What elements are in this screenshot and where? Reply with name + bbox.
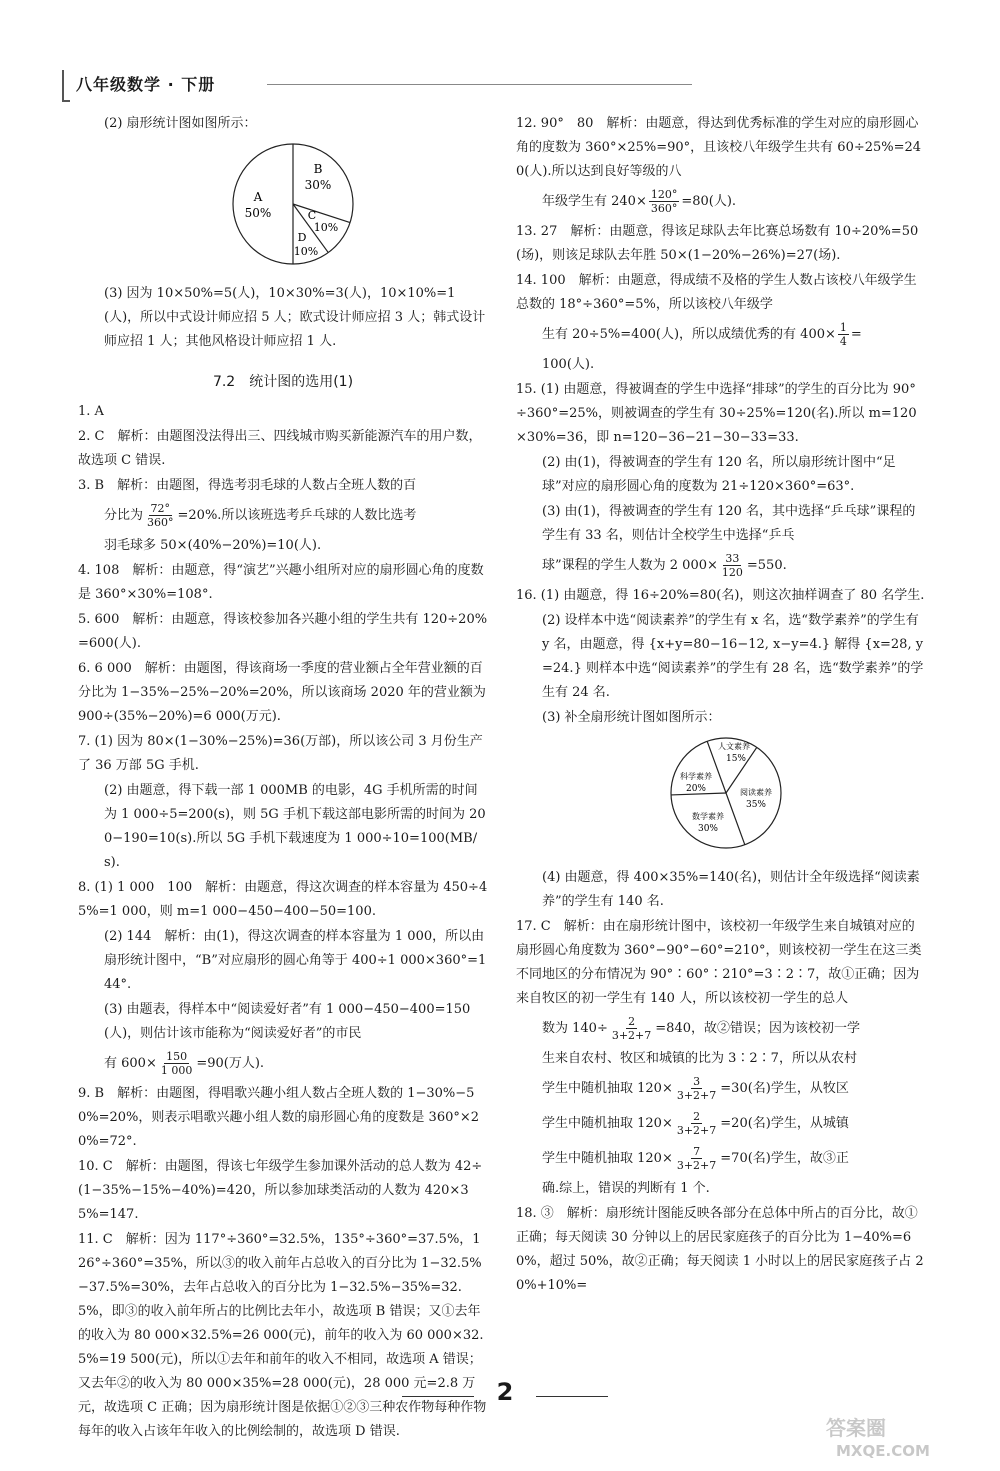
answer-4: 4. 108 解析：由题意，得“演艺”兴趣小组所对应的扇形圆心角的度数是 360°×30%=108°. [78,563,484,602]
answer-8: 8. (1) 1 000 100 解析：由题意，得这次调查的样本容量为 450÷45%=1 000，则 m=1 000−450−400−50=100. [78,880,488,919]
watermark-site: MXQE.COM [836,1442,930,1460]
answer-3-end: 羽毛球多 50×(40%−20%)=10(人). [104,538,322,553]
slice-d-pct: 10% [293,245,319,258]
answer-text: (2) 扇形统计图如图所示： [104,116,257,131]
answer-3-cont: 分比为 $\frac{72^\circ}{360^\circ}$ =20%.所以该班选考乒乓球的人数比选考 [104,502,417,529]
answer-6: 6. 6 000 解析：由题图，得该商场一季度的营业额占全年营业额的百分比为 1−35%−25%−20%=20%，所以该商场 2020 年的营业额为 900÷(35%−20%)=6 000(万元). [78,661,486,724]
answer-14-end: 100(人). [542,357,595,372]
header-bracket [62,70,70,102]
answer-10: 10. C 解析：由题图，得该七年级学生参加课外活动的总人数为 42÷(1−35%−15%−40%)=420，所以参加球类活动的人数为 420×35%=147. [78,1159,483,1222]
slice-c-label: C [307,209,317,222]
fraction: $\frac{150}{1 000}$ [160,1050,193,1077]
fraction: $\frac{2}{3+2+7}$ [611,1015,652,1042]
footer-rule-right [536,1396,608,1397]
slice-math-label: 数学素养 [692,812,724,821]
slice-humanities-label: 人文素养 [718,742,750,751]
slice-science-label: 科学素养 [680,772,712,781]
slice-b-label: B [313,162,323,176]
footer-rule-left [402,1396,474,1397]
answer-2: 2. C 解析：由题图没法得出三、四线城市购买新能源汽车的用户数，故选项 C 错误. [78,429,482,468]
page-header [62,68,642,104]
slice-a-label: A [253,190,263,204]
header-title: 八年级数学 · 下册 [76,75,216,94]
answer-16: 16. (1) 由题意，得 16÷20%=80(名)，则这次抽样调查了 80 名学生. [516,588,925,603]
answer-15-cont: 球”课程的学生人数为 2 000× $\frac{33}{120}$ =550. [542,552,787,579]
answer-3: 3. B 解析：由题图，得选考羽毛球的人数占全班人数的百 [78,478,417,493]
answer-5: 5. 600 解析：由题意，得该校参加各兴趣小组的学生共有 120÷20%=600(人). [78,612,488,651]
right-column [516,112,926,1299]
answer-11: 11. C 解析：因为 117°÷360°=32.5%，135°÷360°=37.5%，126°÷360°=35%，所以③的收入前年占总收入的百分比为 1−32.5%−37.5%=30%，去年占总收入的百分比为 1−32.5%−35%=32.5%，即③的收入前年所占的比例比去年小，故选项 B 错误；又①去年的收入为 80 000×32.5%=26 000(元)，前年的收入为 60 000×32.5%=19 500(元)，所以①去年和前年的收入不相同，故选项 A 错误；又去年②的收入为 80 000×35%=28 000(元)，28 000 元=2.8 万元，故选项 C 正确；因为扇形统计图是依据①②③三种农作物每种作物每年的收入占该年年收入的比例绘制的，故选项 D 错误. [78,1232,487,1439]
pie-chart-design [228,139,358,269]
answer-16-part4: (4) 由题意，得 400×35%=140(名)，则估计全年级选择“阅读素养”的学生有 140 名. [542,870,920,909]
answer-17-cont5: 学生中随机抽取 120× $\frac{7}{3+2+7}$ =70(名)学生，故③正 [542,1145,849,1172]
fraction: $\frac{2}{3+2+7}$ [676,1110,717,1137]
answer-8-cont: 有 600× $\frac{150}{1 000}$ =90(万人). [104,1050,265,1077]
answer-8-part3: (3) 由题表，得样本中“阅读爱好者”有 1 000−450−400=150(人)，则估计该市能称为“阅读爱好者”的市民 [104,1002,471,1041]
fraction: $\frac{3}{3+2+7}$ [676,1075,717,1102]
watermark-logo: 答案圈 [826,1416,886,1440]
answer-17-cont4: 学生中随机抽取 120× $\frac{2}{3+2+7}$ =20(名)学生，从城镇 [542,1110,849,1137]
answer-1: 1. A [78,404,104,419]
slice-a-pct: 50% [244,206,272,220]
slice-d-label: D [297,231,307,244]
answer-17-cont2: 生来自农村、牧区和城镇的比为 3∶2∶7，所以从农村 [542,1051,857,1066]
answer-15: 15. (1) 由题意，得被调查的学生中选择“排球”的学生的百分比为 90°÷360°=25%，则被调查的学生有 30÷25%=120(名).所以 m=120×30%=36，即 n=120−36−21−30−33=33. [516,382,917,445]
fraction: $\frac{1}{4}$ [839,321,847,348]
answer-7: 7. (1) 因为 80×(1−30%−25%)=36(万部)，所以该公司 3 月份生产了 36 万部 5G 手机. [78,734,483,773]
answer-13: 13. 27 解析：由题意，得该足球队去年比赛总场数有 10÷20%=50(场)，则该足球队去年胜 50×(1−20%−26%)=27(场). [516,224,919,263]
answer-9: 9. B 解析：由题图，得唱歌兴趣小组人数占全班人数的 1−30%−50%=20%，则表示唱歌兴趣小组人数的扇形圆心角的度数是 360°×20%=72°. [78,1086,480,1149]
answer-14-cont: 生有 20÷5%=400(人)，所以成绩优秀的有 400× $\frac{1}{4}$ = [542,321,862,348]
answer-14: 14. 100 解析：由题意，得成绩不及格的学生人数占该校八年级学生总数的 18°÷360°=5%，所以该校八年级学 [516,273,917,312]
answer-15-part3: (3) 由(1)，得被调查的学生有 120 名，其中选择“乒乓球”课程的学生有 33 名，则估计全校学生中选择“乒乓 [542,504,916,543]
answer-16-part3: (3) 补全扇形统计图如图所示： [542,710,721,725]
slice-humanities-pct: 15% [725,754,747,764]
answer-12: 12. 90° 80 解析：由题意，得达到优秀标准的学生对应的扇形圆心角的度数为 360°×25%=90°，且该校八年级学生共有 60÷25%=240(人).所以达到良好等级的八 [516,116,922,179]
answer-17-end: 确.综上，错误的判断有 1 个. [542,1181,710,1196]
slice-reading-pct: 35% [745,800,767,810]
slice-science-pct: 20% [685,784,707,794]
header-rule [267,84,692,85]
slice-c-pct: 10% [313,221,339,234]
answer-17: 17. C 解析：由在扇形统计图中，该校初一年级学生来自城镇对应的扇形圆心角度数为 360°−90°−60°=210°，则该校初一学生在这三类不同地区的分布情况为 90°∶60°∶210°=3∶2∶7，故①正确；因为来自牧区的初一学生有 140 人，所以该校初一学生的总人 [516,919,922,1006]
slice-math-pct: 30% [697,824,719,834]
answer-17-cont3: 学生中随机抽取 120× $\frac{3}{3+2+7}$ =30(名)学生，从牧区 [542,1075,849,1102]
answer-17-cont1: 数为 140÷ $\frac{2}{3+2+7}$ =840，故②错误；因为该校初一学 [542,1015,860,1042]
page-number: 2 [496,1378,514,1406]
slice-reading-label: 阅读素养 [740,788,772,797]
fraction: $\frac{120^\circ}{360^\circ}$ [650,188,678,215]
fraction: $\frac{7}{3+2+7}$ [676,1145,717,1172]
section-title: 7.2 统计图的选用(1) [212,374,354,390]
answer-7-part2: (2) 由题意，得下载一部 1 000MB 的电影，4G 手机所需的时间为 1 000÷5=200(s)，则 5G 手机下载这部电影所需的时间为 200−190=10(s).所以 5G 手机下载速度为 1 000÷10=100(MB/s). [104,783,486,870]
answer-text: (3) 因为 10×50%=5(人)，10×30%=3(人)，10×10%=1(人)，所以中式设计师应招 5 人；欧式设计师应招 3 人；韩式设计师应招 1 人；其他风格设计师应招 1 人. [104,286,486,349]
left-column [78,112,488,1445]
answer-12-cont: 年级学生有 240× $\frac{120^\circ}{360^\circ}$ =80(人). [542,188,737,215]
slice-b-pct: 30% [304,178,332,192]
fraction: $\frac{72^\circ}{360^\circ}$ [147,502,174,529]
answer-16-part2: (2) 设样本中选“阅读素养”的学生有 x 名，选“数学素养”的学生有 y 名，由题意，得 {x+y=80−16−12, x−y=4.} 解得 {x=28, y=24.} 则样本中选“阅读素养”的学生有 28 名，选“数学素养”的学生有 24 名. [542,613,924,700]
pie-chart-literacy [666,733,786,853]
answer-15-part2: (2) 由(1)，得被调查的学生有 120 名，所以扇形统计图中“足球”对应的扇形圆心角的度数为 21÷120×360°=63°. [542,455,896,494]
answer-18: 18. ③ 解析：扇形统计图能反映各部分在总体中所占的百分比，故①正确；每天阅读 30 分钟以上的居民家庭孩子的百分比为 1−40%=60%，超过 50%，故②正确；每天阅读 1 小时以上的居民家庭孩子占 20%+10%= [516,1206,924,1293]
answer-8-part2: (2) 144 解析：由(1)，得这次调查的样本容量为 1 000，所以由扇形统计图中，“B”对应扇形的圆心角等于 400÷1 000×360°=144°. [104,929,487,992]
fraction: $\frac{33}{120}$ [721,552,743,579]
